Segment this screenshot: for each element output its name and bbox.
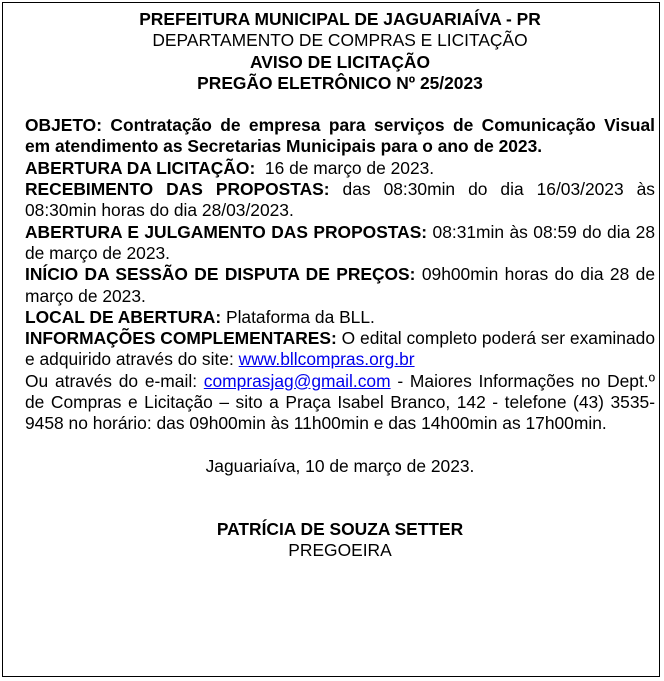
local-paragraph: [25, 307, 655, 328]
inicio-text: 09h00min horas do dia 28 de março de 2023.: [25, 264, 655, 306]
info-text-1: O edital completo poderá ser examinado e adquirido através do site:: [25, 328, 655, 370]
objeto-text: Contratação de empresa para serviços de Comunicação Visual em atendimento as Secretarias Municipais para o ano de 2023.: [25, 115, 655, 157]
spacer: [25, 498, 655, 519]
info-label: INFORMAÇÕES COMPLEMENTARES:: [25, 328, 337, 349]
info-text-3: - Maiores Informações no Dept.º de Compras e Licitação – sito a Praça Isabel Branco, 142 - telefone (43) 3535-9458 no horário: das 09h00min às 11h00min e das 14h00min as 17h00min.: [25, 370, 655, 434]
notice-title: AVISO DE LICITAÇÃO: [249, 51, 431, 72]
recebimento-label: RECEBIMENTO DAS PROPOSTAS:: [25, 179, 330, 200]
julgamento-label: ABERTURA E JULGAMENTO DAS PROPOSTAS:: [25, 221, 428, 242]
spacer: [25, 94, 655, 115]
julgamento-paragraph: [25, 222, 655, 265]
inicio-label: INÍCIO DA SESSÃO DE DISPUTA DE PREÇOS:: [25, 264, 416, 285]
objeto-paragraph: [25, 115, 655, 158]
julgamento-text: 08:31min às 08:59 do dia 28 de março de 2023.: [25, 221, 656, 263]
recebimento-text: das 08:30min do dia 16/03/2023 às 08:30min horas do dia 28/03/2023.: [25, 179, 655, 221]
recebimento-paragraph: [25, 179, 655, 222]
abertura-paragraph: [25, 158, 655, 179]
spacer: [25, 477, 655, 498]
info-text-2: Ou através do e-mail:: [25, 370, 198, 391]
abertura-label: ABERTURA DA LICITAÇÃO:: [25, 157, 256, 178]
abertura-text: 16 de março de 2023.: [264, 157, 435, 178]
inicio-paragraph: [25, 264, 655, 307]
signatory-name: PATRÍCIA DE SOUZA SETTER: [216, 518, 464, 539]
local-text: Plataforma da BLL.: [225, 306, 375, 327]
signatory-role: PREGOEIRA: [288, 540, 392, 561]
notice-content: [25, 9, 655, 562]
date-line: Jaguariaíva, 10 de março de 2023.: [205, 455, 475, 476]
site-link[interactable]: www.bllcompras.org.br: [238, 349, 415, 370]
auction-title: PREGÃO ELETRÔNICO Nº 25/2023: [197, 72, 483, 93]
notice-frame: [2, 2, 660, 677]
objeto-label: OBJETO:: [25, 115, 102, 136]
spacer: [25, 435, 655, 456]
department-title: DEPARTAMENTO DE COMPRAS E LICITAÇÃO: [152, 30, 528, 51]
email-link[interactable]: comprasjag@gmail.com: [203, 370, 391, 391]
info-paragraph: [25, 328, 655, 434]
municipality-title: PREFEITURA MUNICIPAL DE JAGUARIAÍVA - PR: [139, 9, 541, 29]
local-label: LOCAL DE ABERTURA:: [25, 306, 222, 327]
